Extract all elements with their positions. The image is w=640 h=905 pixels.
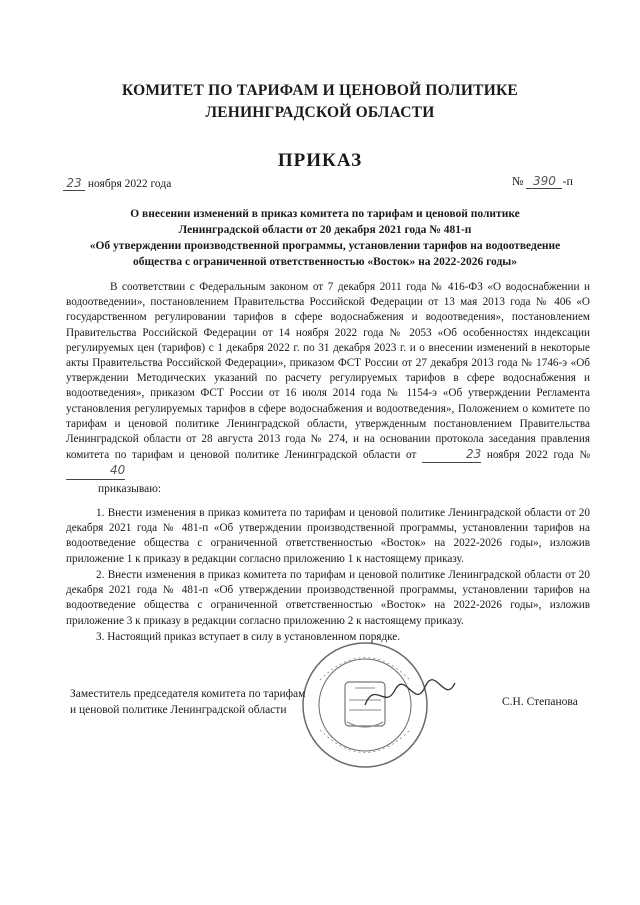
preamble-paragraph: [66, 280, 590, 480]
position-line-2: и ценовой политике Ленинградской области: [70, 704, 287, 716]
org-line-2: ЛЕНИНГРАДСКОЙ ОБЛАСТИ: [205, 104, 435, 121]
date-day: 23: [63, 176, 85, 191]
position-line-1: Заместитель председателя комитета по тарифам: [70, 688, 306, 700]
signatory-name: С.Н. Степанова: [502, 696, 578, 708]
resolve-word: приказываю:: [98, 483, 162, 495]
document-title: ПРИКАЗ: [277, 150, 363, 171]
order-date: [63, 176, 171, 191]
subject-line-2: Ленинградской области от 20 декабря 2021 года № 481-п: [178, 224, 472, 236]
date-rest: ноября 2022 года: [87, 178, 172, 190]
order-number: [512, 174, 573, 189]
order-item-1: 1. Внести изменения в приказ комитета по тарифам и ценовой политике Ленинградской области от 20 декабря 2021 года № 481-п «Об утверждении производственной программы, установлении тарифов на водоотведение общества с ограниченной ответственностью «Восток» на 2022-2026 годы», изложив приложение 1 к приказу в редакции согласно приложению 1 к настоящему приказу.: [66, 507, 590, 565]
handwritten-signature: [360, 675, 460, 715]
order-subject: [60, 206, 590, 270]
subject-line-4: общества с ограниченной ответственностью «Восток» на 2022-2026 годы»: [132, 256, 518, 268]
preamble-text: В соответствии с Федеральным законом от 7 декабря 2011 года № 416-ФЗ «О водоснабжении и водоотведении», постановлением Правительства Российской Федерации от 13 мая 2013 года № 406 «О государственном регулировании тарифов в сфере водоснабжения и водоотведения», постановлением Правительства Российской Федерации от 14 ноября 2022 года № 2053 «Об особенностях индексации регулируемых цен (тарифов) с 1 декабря 2022 г. по 31 декабря 2023 г. и о внесении изменений в некоторые акты Правительства Российской Федерации», приказом ФСТ России от 27 декабря 2013 года № 1746-э «Об утверждении Методических указаний по расчету регулируемых тарифов в сфере водоснабжения и водоотведения», приказом ФСТ России от 16 июля 2014 года № 1154-э «Об утверждении Регламента установления регулируемых тарифов в сфере водоснабжения и водоотведения», Положением о комитете по тарифам и ценовой политике Ленинградской области, утвержденным постановлением Правительства Ленинградской области от 28 августа 2013 года № 274, и на основании протокола заседания правления комитета по тарифам и ценовой политике Ленинградской области от: [66, 281, 590, 462]
number-value: 390: [526, 174, 562, 189]
order-item-2: 2. Внести изменения в приказ комитета по тарифам и ценовой политике Ленинградской области от 20 декабря 2021 года № 481-п «Об утверждении производственной программы, установлении тарифов на водоотведение общества с ограниченной ответственностью «Восток» на 2022-2026 годы», изложив приложение 3 к приказу в редакции согласно приложению 2 к настоящему приказу.: [66, 569, 590, 627]
organization-header: [0, 80, 640, 124]
protocol-day: 23: [422, 447, 481, 463]
protocol-mid: ноября 2022 года №: [486, 449, 591, 462]
order-item-3: 3. Настоящий приказ вступает в силу в установленном порядке.: [96, 631, 401, 643]
org-line-1: КОМИТЕТ ПО ТАРИФАМ И ЦЕНОВОЙ ПОЛИТИКЕ: [122, 82, 518, 99]
signatory-position: [70, 686, 305, 718]
subject-line-1: О внесении изменений в приказ комитета по тарифам и ценовой политике: [130, 208, 520, 220]
subject-line-3: «Об утверждении производственной программы, установлении тарифов на водоотведение: [89, 240, 561, 252]
number-suffix: -п: [562, 174, 573, 188]
number-prefix: №: [512, 174, 524, 188]
protocol-number: 40: [66, 463, 125, 479]
